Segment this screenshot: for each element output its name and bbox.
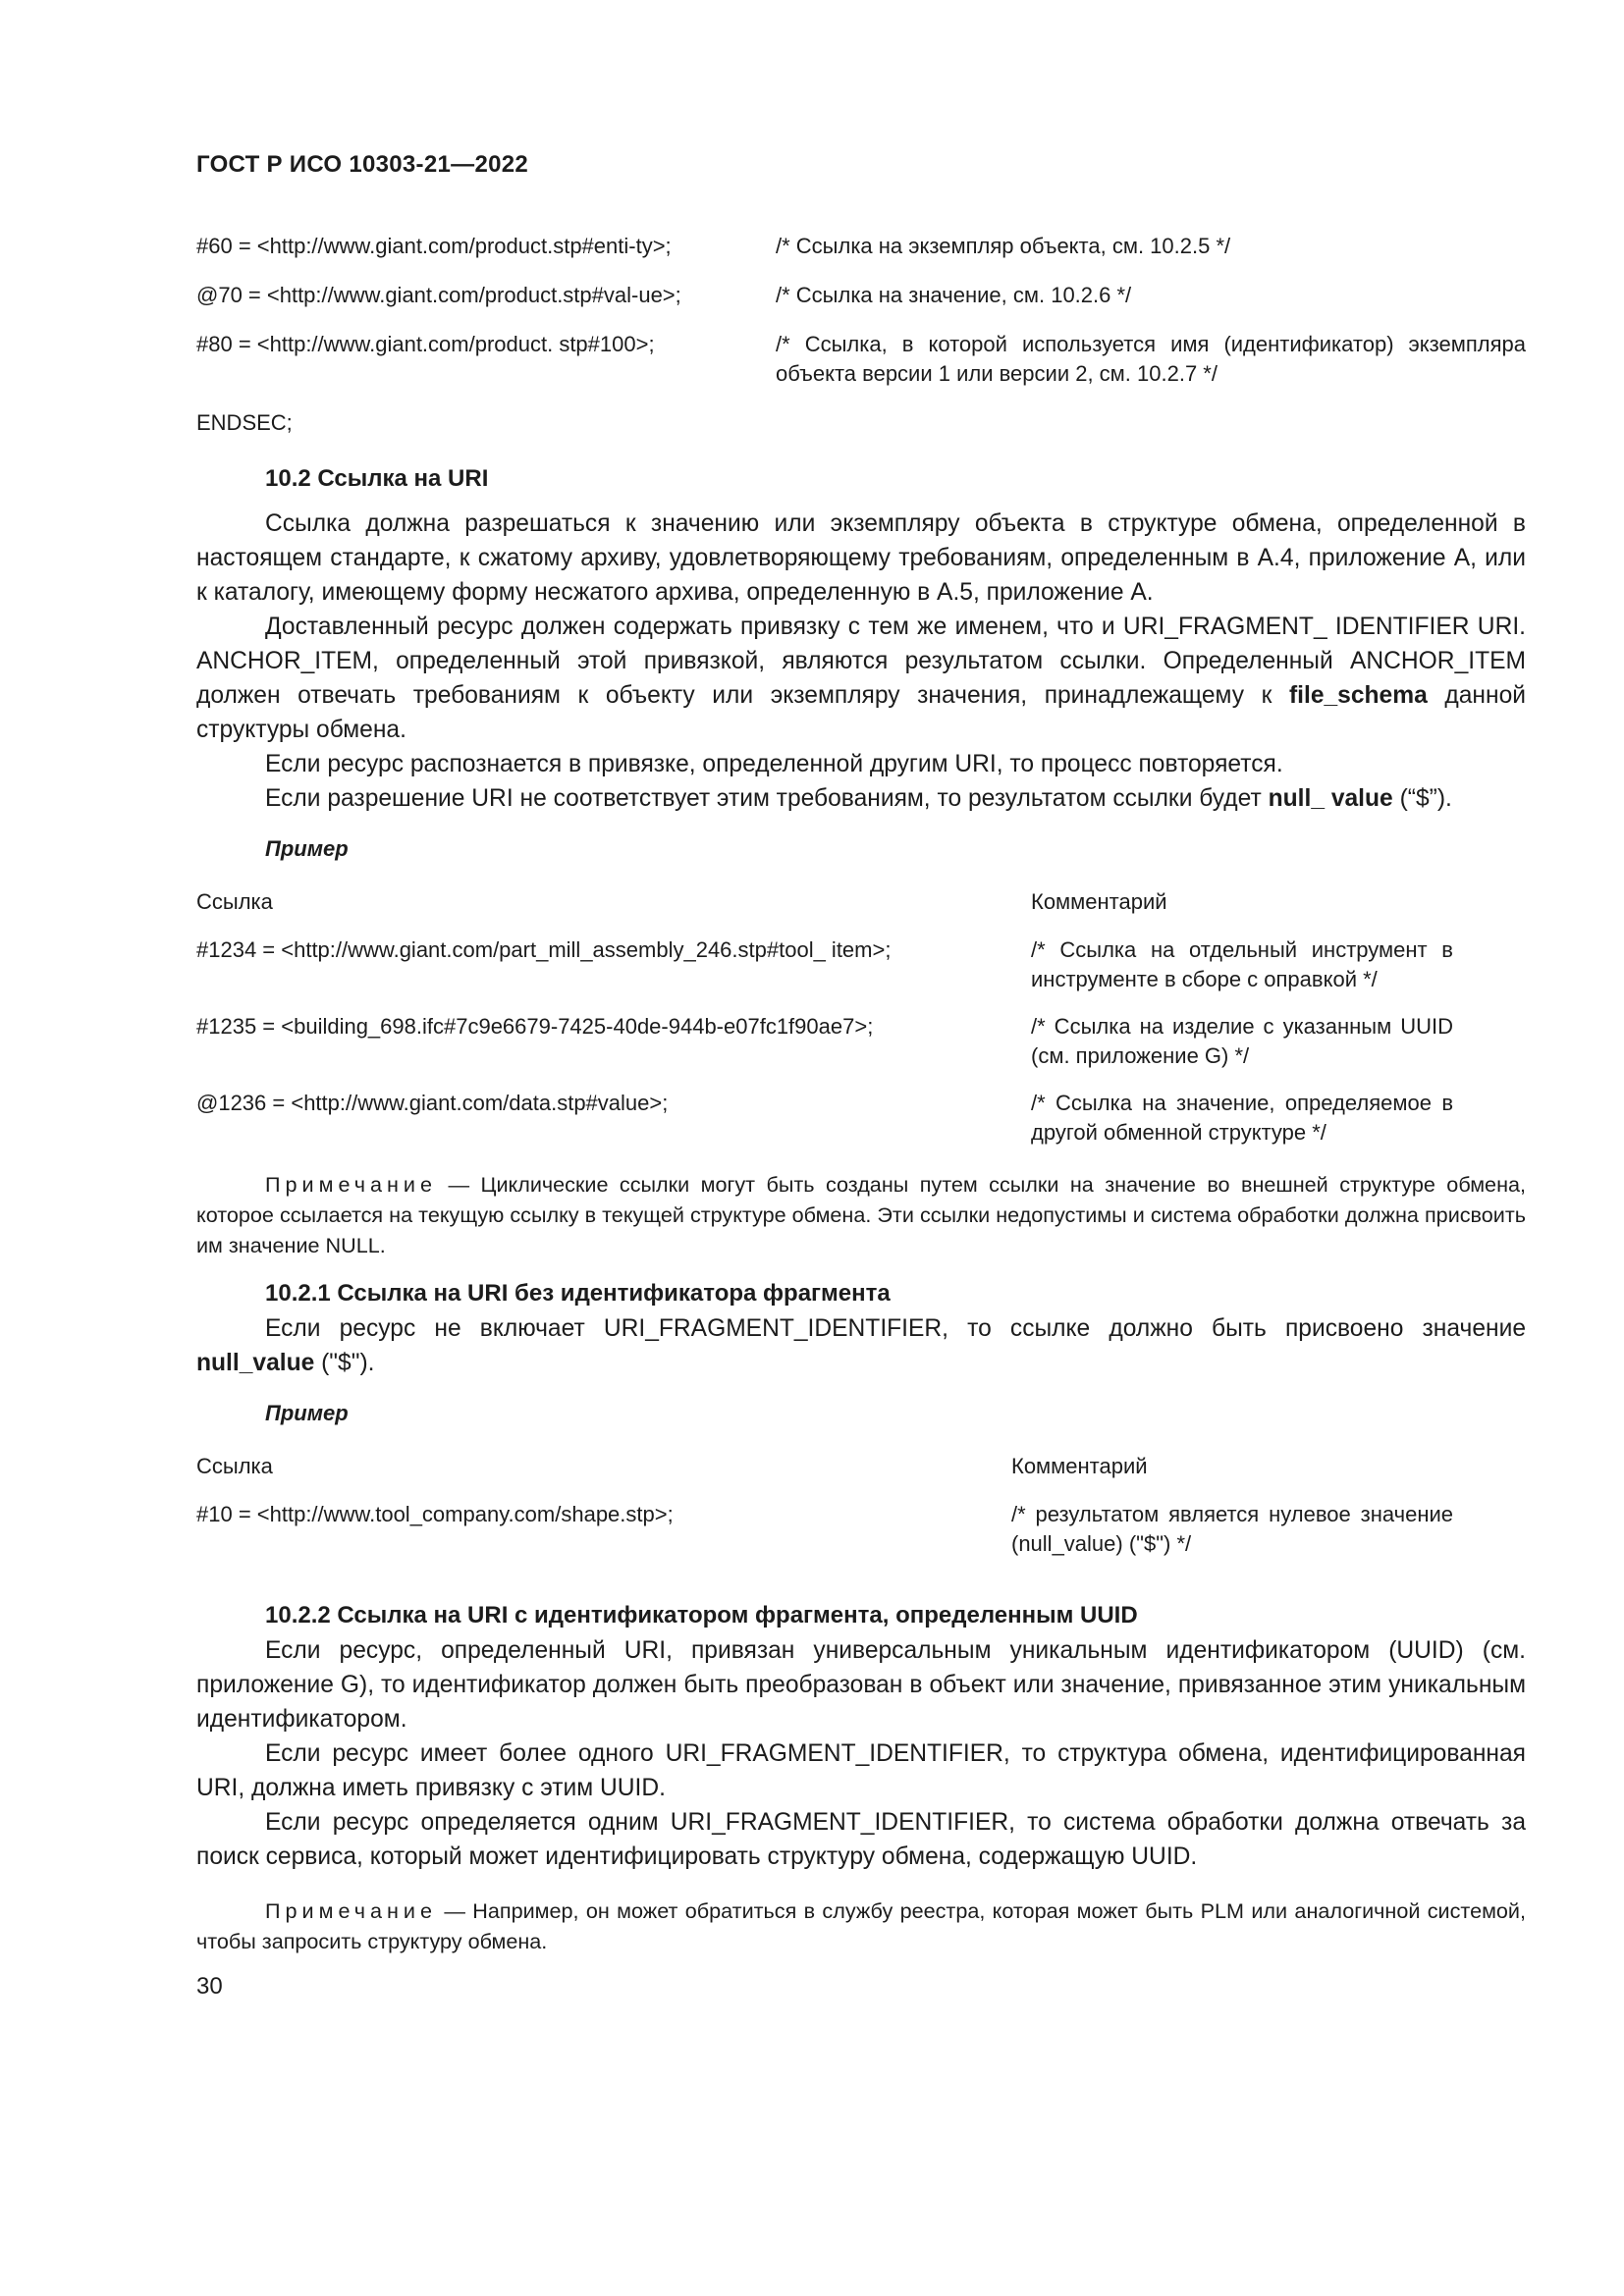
example-comment: /* Ссылка на отдельный инструмент в инструменте в сборе с оправкой */ [1031,937,1453,991]
paragraph: Если ресурс имеет более одного URI_FRAGMENT_IDENTIFIER, то структура обмена, идентифицированная URI, должна иметь привязку с этим UUID. [196,1740,1526,1801]
example-row [196,1012,1526,1071]
example-ref: #10 = <http://www.tool_company.com/shape.stp>; [196,1502,674,1526]
paragraph: Если ресурс не включает URI_FRAGMENT_IDENTIFIER, то ссылке должно быть присвоено значение null_value ("$"). [196,1315,1526,1376]
example-ref: @1236 = <http://www.giant.com/data.stp#value>; [196,1091,669,1115]
example-row [196,935,1526,994]
page-number: 30 [196,1973,223,2000]
column-ref-header: Ссылка [196,889,273,914]
example-comment: /* результатом является нулевое значение (null_value) ("$") */ [1011,1502,1453,1556]
paragraph: Если ресурс распознается в привязке, определенной другим URI, то процесс повторяется. [265,751,1283,777]
paragraph: Если ресурс, определенный URI, привязан универсальным уникальным идентификатором (UUID) (см. приложение G), то идентификатор должен быть преобразован в объект или значение, привязанное этим уникальным идентификатором. [196,1637,1526,1733]
column-comment-header: Комментарий [1031,889,1167,914]
code-text: #60 = <http://www.giant.com/product.stp#enti-ty>; [196,234,672,258]
section-heading-10-2-1: 10.2.1 Ссылка на URI без идентификатора фрагмента [265,1280,891,1307]
code-text: @70 = <http://www.giant.com/product.stp#val-ue>; [196,283,681,307]
standard-header: ГОСТ Р ИСО 10303-21—2022 [196,151,529,178]
paragraph: Ссылка должна разрешаться к значению или экземпляру объекта в структуре обмена, определенной в настоящем стандарте, к сжатому архиву, удовлетворяющему требованиям, определенным в А.4, приложение А, или к каталогу, имеющему форму несжатого архива, определенную в А.5, приложение А. [196,510,1526,606]
example-label: Пример [265,1401,349,1425]
example-comment: /* Ссылка на изделие с указанным UUID (см. приложение G) */ [1031,1014,1453,1068]
example-ref: #1235 = <building_698.ifc#7c9e6679-7425-40de-944b-e07fc1f90ae7>; [196,1014,874,1039]
example-table-header [196,1451,1526,1482]
section-heading-10-2: 10.2 Ссылка на URI [265,465,489,492]
example-row [196,1089,1526,1148]
example-row [196,1500,1526,1559]
example-comment: /* Ссылка на значение, определяемое в другой обменной структуре */ [1031,1091,1453,1145]
note-label: Примечание [265,1172,437,1197]
note: Примечание — Циклические ссылки могут быть созданы путем ссылки на значение во внешней структуре обмена, которое ссылается на текущую ссылку в текущей структуре обмена. Эти ссылки недопустимы и система обработки должна присвоить им значение NULL. [196,1172,1526,1257]
note: Примечание — Например, он может обратиться в службу реестра, которая может быть PLM или аналогичной системой, чтобы запросить структуру обмена. [196,1898,1526,1953]
example-label: Пример [265,836,349,861]
example-table-header [196,886,1526,918]
paragraph: Доставленный ресурс должен содержать привязку с тем же именем, что и URI_FRAGMENT_ IDENTIFIER URI. ANCHOR_ITEM, определенный этой привязкой, являются результатом ссылки. Определенный ANCHOR_ITEM должен отвечать требованиям к объекту или экземпляру значения, принадлежащему к file_schema данной структуры обмена. [196,614,1526,743]
example-ref: #1234 = <http://www.giant.com/part_mill_assembly_246.stp#tool_ item>; [196,937,892,962]
column-comment-header: Комментарий [1011,1454,1148,1478]
paragraph: Если ресурс определяется одним URI_FRAGMENT_IDENTIFIER, то система обработки должна отвечать за поиск сервиса, который может идентифицировать структуру обмена, содержащую UUID. [196,1809,1526,1870]
column-ref-header: Ссылка [196,1454,273,1478]
code-text: #80 = <http://www.giant.com/product. stp#100>; [196,332,655,356]
code-row [196,281,1526,310]
note-label: Примечание [265,1898,437,1923]
paragraph: Если разрешение URI не соответствует этим требованиям, то результатом ссылки будет null_ value (“$”). [265,785,1452,812]
code-row [196,232,1526,261]
code-row [196,330,1526,389]
endsec-line: ENDSEC; [196,410,293,435]
code-comment: /* Ссылка, в которой используется имя (идентификатор) экземпляра объекта версии 1 или версии 2, см. 10.2.7 */ [776,332,1526,386]
code-comment: /* Ссылка на экземпляр объекта, см. 10.2.5 */ [776,234,1231,258]
section-heading-10-2-2: 10.2.2 Ссылка на URI с идентификатором фрагмента, определенным UUID [265,1602,1138,1629]
code-comment: /* Ссылка на значение, см. 10.2.6 */ [776,283,1132,307]
